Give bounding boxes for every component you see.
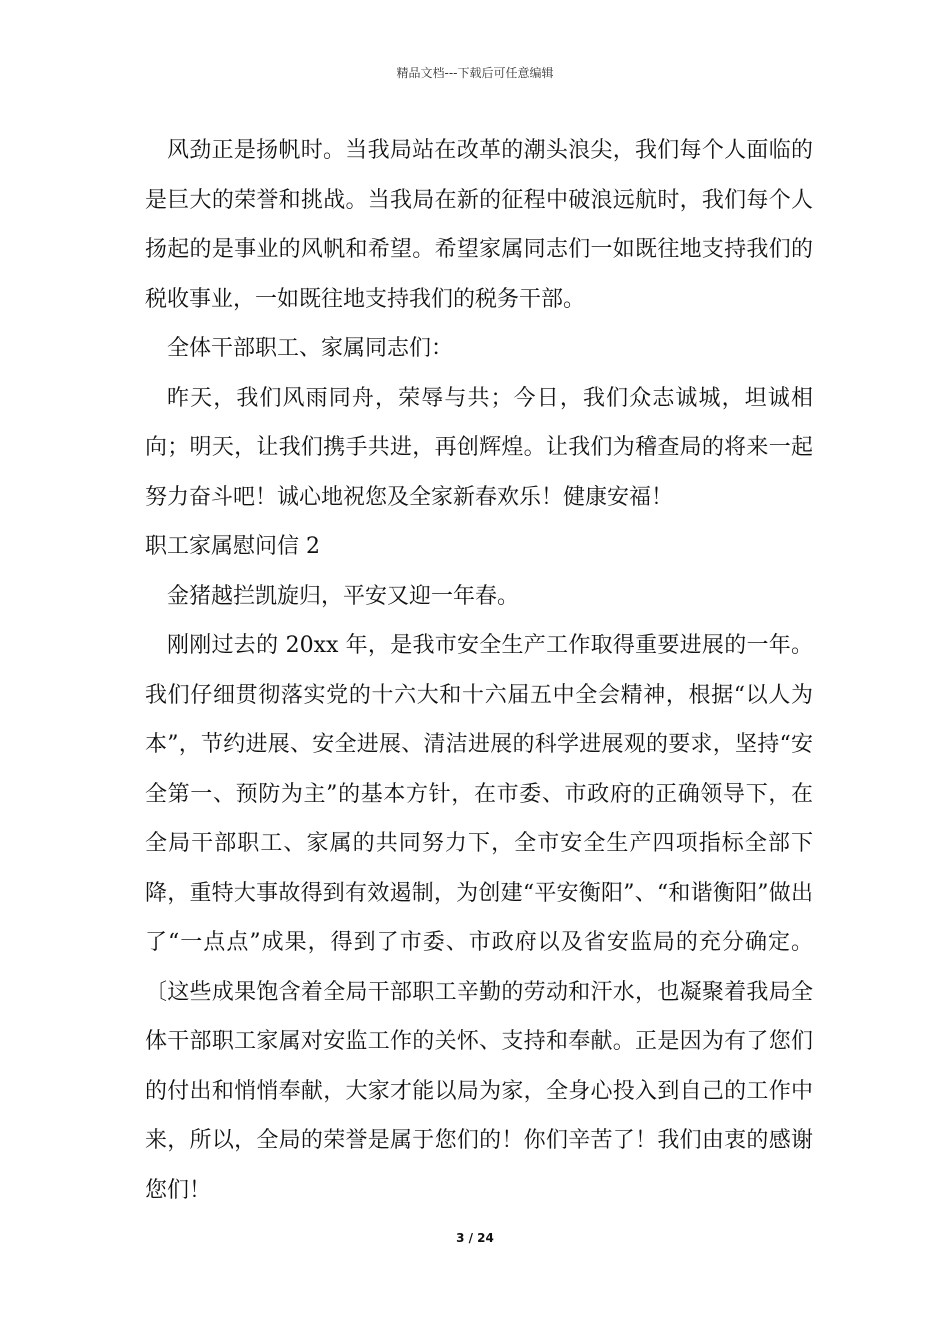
page-header: 精品文档---下载后可任意编辑 xyxy=(396,66,554,80)
paragraph: 金猪越拦凯旋归，平安又迎一年春。 xyxy=(167,583,520,609)
document-body xyxy=(145,126,813,1215)
paragraph: 昨天，我们风雨同舟，荣辱与共；今日，我们众志诚城，坦诚相向；明天，让我们携手共进，再创辉煌。让我们为稽查局的将来一起努力奋斗吧！诚心地祝您及全家新春欢乐！健康安福！ xyxy=(145,385,813,510)
page-number: 3 / 24 xyxy=(456,1231,494,1245)
section-title: 职工家属慰问信 2 xyxy=(145,534,320,559)
paragraph: 刚刚过去的 20xx 年，是我市安全生产工作取得重要进展的一年。我们仔细贯彻落实党的十六大和十六届五中全会精神，根据“以人为本”，节约进展、安全进展、清洁进展的科学进展观的要求，坚持“安全第一、预防为主”的基本方针，在市委、市政府的正确领导下，在全局干部职工、家属的共同努力下，全市安全生产四项指标全部下降，重特大事故得到有效遏制，为创建“平安衡阳”、“和谐衡阳”做出了“一点点”成果，得到了市委、市政府以及省安监局的充分确定。〔这些成果饱含着全局干部职工辛勤的劳动和汗水，也凝聚着我局全体干部职工家属对安监工作的关怀、支持和奉献。正是因为有了您们的付出和悄悄奉献，大家才能以局为家，全身心投入到自己的工作中来，所以，全局的荣誉是属于您们的！你们辛苦了！我们由衷的感谢您们！ xyxy=(145,633,813,1203)
paragraph: 风劲正是扬帆时。当我局站在改革的潮头浪尖，我们每个人面临的是巨大的荣誉和挑战。当我局在新的征程中破浪远航时，我们每个人扬起的是事业的风帆和希望。希望家属同志们一如既往地支持我们的税收事业，一如既往地支持我们的税务干部。 xyxy=(145,138,813,312)
salutation: 全体干部职工、家属同志们： xyxy=(167,336,454,361)
